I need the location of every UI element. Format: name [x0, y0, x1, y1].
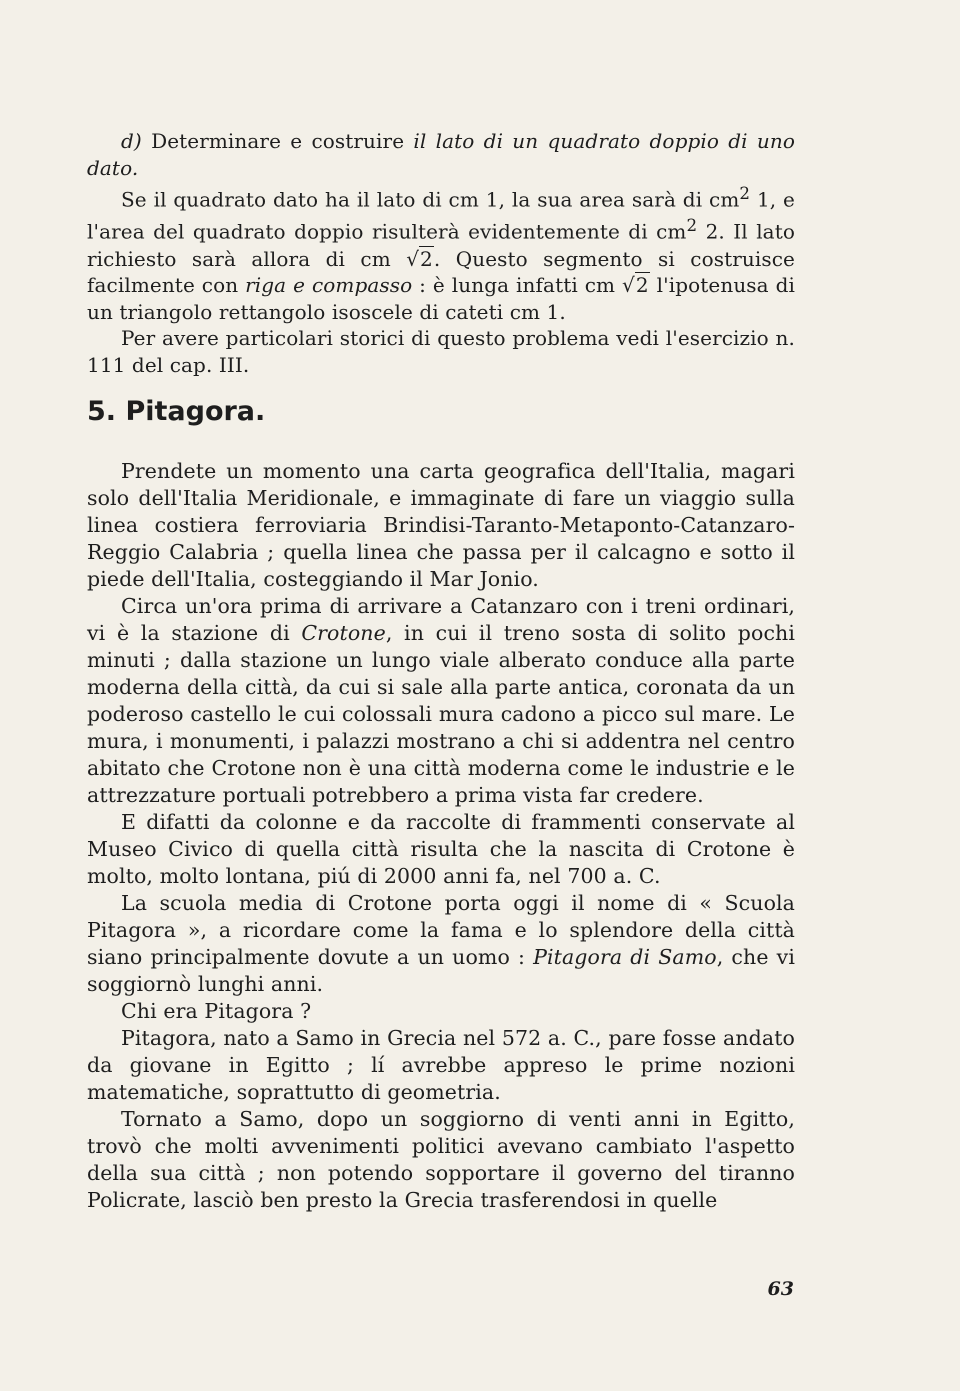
text-run: , che vi soggiornò lunghi anni.	[87, 945, 795, 996]
superscript: 2	[739, 184, 751, 204]
paragraph-4	[87, 890, 795, 998]
sqrt-argument: 2	[420, 246, 433, 271]
text-run: : è lunga infatti cm	[412, 273, 623, 298]
section-d-title	[87, 128, 795, 181]
person-name: Pitagora di Samo	[533, 945, 717, 969]
paragraph-2	[87, 593, 795, 809]
section-5-body	[87, 458, 795, 1214]
text-run: La scuola media di Crotone porta oggi il nome di « Scuola Pitagora », a ricordare come la fama e lo splendore della città siano principalmente dovute a un uomo :	[87, 891, 795, 969]
text-run: l'ipotenusa di un triangolo rettangolo isoscele di cateti cm 1.	[87, 273, 795, 324]
sqrt-expression	[406, 246, 434, 271]
tools-italic: riga e compasso	[245, 273, 413, 298]
section-heading: 5. Pitagora.	[87, 396, 266, 427]
text-run: , in cui il treno sosta di solito pochi minuti ; dalla stazione un lungo viale alberato conduce alla parte moderna della città, da cui si sale alla parte antica, coronata da un poderoso castello le cui colossali mura cadono a picco sul mare. Le mura, i monumenti, i palazzi mostrano a chi si addentra nel centro abitato che Crotone non è una città moderna come le industrie e le attrezzature portuali potrebbero a prima vista far credere.	[87, 621, 796, 807]
section-d	[87, 128, 795, 379]
section-d-paragraph-2: Per avere particolari storici di questo problema vedi l'esercizio n. 111 del cap. III.	[87, 326, 795, 378]
text-run: . Questo segmento si costruisce facilmente con	[87, 246, 795, 298]
paragraph-1: Prendete un momento una carta geografica dell'Italia, magari solo dell'Italia Meridionale, e immaginate di fare un viaggio sulla linea costiera ferroviaria Brindisi-Taranto-Metaponto-Catanzaro-Reggio Calabria ; quella linea che passa per il calcagno e sotto il piede dell'Italia, costeggiando il Mar Jonio.	[87, 459, 795, 591]
section-d-label: d)	[121, 129, 142, 153]
text-run: Circa un'ora prima di arrivare a Catanzaro con i treni ordinari, vi è la stazione di	[87, 594, 795, 645]
paragraph-3: E difatti da colonne e da raccolte di frammenti conservate al Museo Civico di quella città risulta che la nascita di Crotone è molto, molto lontana, piú di 2000 anni fa, nel 700 a. C.	[87, 810, 795, 888]
sqrt-argument: 2	[635, 273, 649, 298]
paragraph-7: Tornato a Samo, dopo un soggiorno di venti anni in Egitto, trovò che molti avvenimenti politici avevano cambiato l'aspetto della sua città ; non potendo sopportare il governo del tiranno Policrate, lasciò ben presto la Grecia trasferendosi in quelle	[87, 1107, 795, 1212]
paragraph-5: Chi era Pitagora ?	[121, 999, 312, 1023]
sqrt-symbol: √	[622, 273, 635, 298]
page-number: 63	[767, 1278, 794, 1300]
text-run: 2. Il lato richiesto sarà allora di cm	[87, 220, 795, 271]
city-name: Crotone	[301, 621, 386, 645]
text-run: 1, e l'area del quadrato doppio risulterà evidentemente di cm	[87, 187, 795, 245]
sqrt-symbol: √	[406, 246, 420, 271]
superscript: 2	[686, 216, 698, 236]
section-d-paragraph-1	[87, 181, 795, 325]
section-d-title-plain: Determinare e costruire	[151, 129, 405, 153]
paragraph-6: Pitagora, nato a Samo in Grecia nel 572 a. C., pare fosse andato da giovane in Egitto ; lí avrebbe appreso le prime nozioni matematiche, soprattutto di geometria.	[87, 1026, 795, 1104]
text-run: Se il quadrato dato ha il lato di cm 1, la sua area sarà di cm	[121, 187, 740, 212]
section-d-title-italic: il lato di un quadrato doppio di uno dato.	[87, 129, 795, 180]
sqrt-expression	[622, 272, 650, 297]
